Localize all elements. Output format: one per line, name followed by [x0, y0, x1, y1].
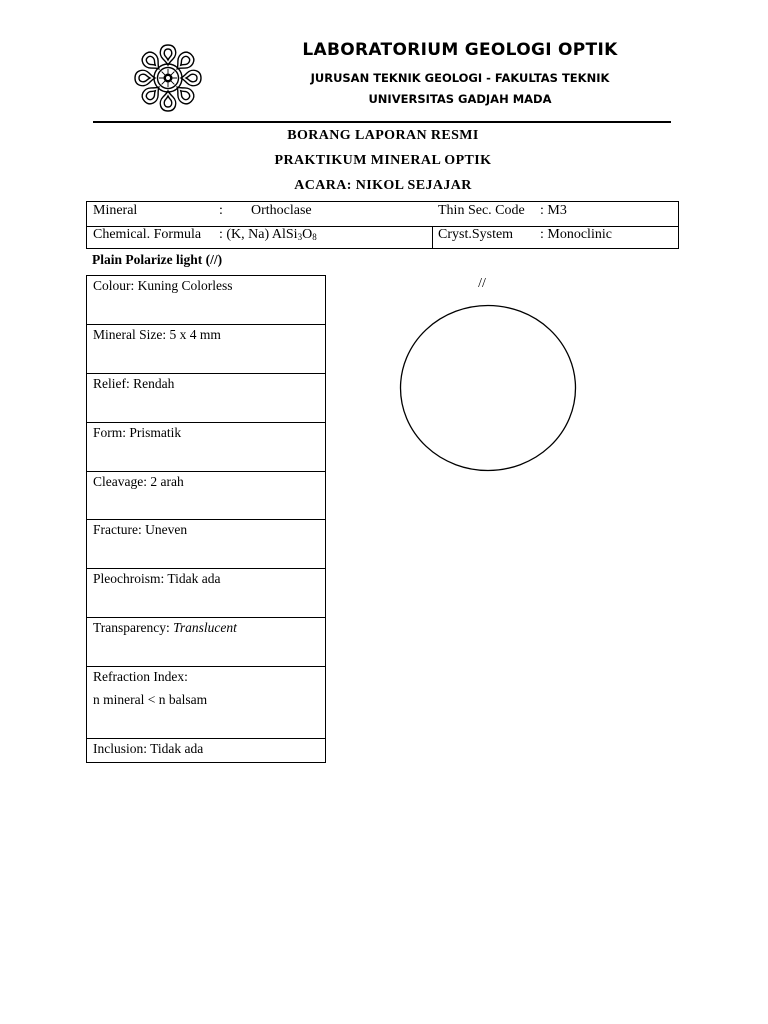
property-inclusion: Inclusion: Tidak ada — [93, 741, 204, 756]
property-row-refraction — [87, 667, 325, 739]
lab-title: LABORATORIUM GEOLOGI OPTIK — [302, 40, 618, 60]
property-relief: Relief: Rendah — [93, 376, 175, 391]
property-transparency: Transparency: Translucent — [93, 620, 237, 635]
property-pleochroism: Pleochroism: Tidak ada — [93, 571, 221, 586]
property-row-pleochroism — [87, 569, 325, 618]
header-divider — [93, 121, 671, 123]
property-row-form — [87, 423, 325, 472]
property-row-fracture — [87, 520, 325, 569]
property-size: Mineral Size: 5 x 4 mm — [93, 327, 221, 342]
info-row-mineral — [87, 202, 678, 227]
chemical-formula-label: Chemical. Formula — [93, 227, 202, 242]
ppl-heading: Plain Polarize light (//) — [92, 252, 223, 267]
optical-properties-table — [86, 275, 326, 763]
property-row-relief — [87, 374, 325, 423]
info-row-chemistry — [87, 226, 678, 250]
property-refraction-value: n mineral < n balsam — [93, 692, 208, 707]
ppl-view-label: // — [478, 276, 486, 291]
chemical-formula-value: : (K, Na) $AlSi_3O_8$ — [219, 227, 317, 242]
crystal-system-label: Cryst.System — [438, 227, 514, 242]
thin-section-label: Thin Sec. Code — [438, 203, 525, 218]
mineral-value: Orthoclase — [251, 203, 312, 218]
property-row-colour — [87, 276, 325, 325]
property-fracture: Fracture: Uneven — [93, 522, 188, 537]
crystal-system-value: : Monoclinic — [540, 227, 612, 242]
property-colour: Colour: Kuning Colorless — [93, 278, 233, 293]
property-cleavage: Cleavage: 2 arah — [93, 474, 184, 489]
mineral-colon: : — [219, 203, 223, 218]
thin-section-value: : M3 — [540, 203, 567, 218]
microscope-view-circle — [399, 304, 577, 472]
property-row-size — [87, 325, 325, 374]
form-title-practicum: PRAKTIKUM MINERAL OPTIK — [274, 153, 492, 168]
university-seal-icon — [132, 42, 204, 114]
property-row-transparency — [87, 618, 325, 667]
mineral-info-table — [86, 201, 679, 249]
info-column-divider — [432, 226, 433, 249]
department-name: JURUSAN TEKNIK GEOLOGI - FAKULTAS TEKNIK — [310, 71, 610, 85]
property-row-inclusion — [87, 739, 325, 762]
property-row-cleavage — [87, 472, 325, 520]
mineral-label: Mineral — [93, 203, 138, 218]
form-title-report: BORANG LAPORAN RESMI — [287, 128, 479, 143]
property-refraction-label: Refraction Index: — [93, 669, 188, 684]
university-name: UNIVERSITAS GADJAH MADA — [368, 92, 552, 106]
property-form: Form: Prismatik — [93, 425, 182, 440]
form-title-session: ACARA: NIKOL SEJAJAR — [294, 178, 472, 193]
